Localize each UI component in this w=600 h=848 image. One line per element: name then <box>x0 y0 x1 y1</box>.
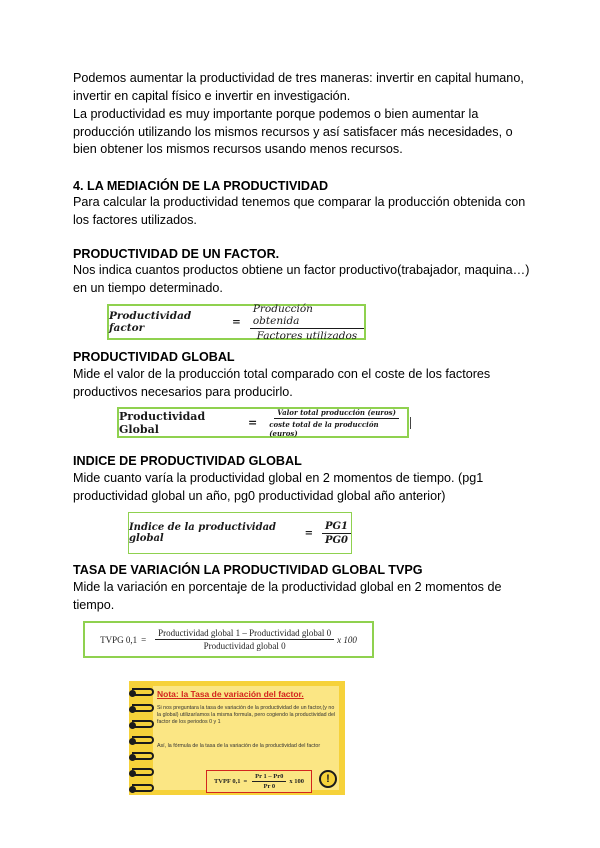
formula-equals: = <box>232 316 241 328</box>
formula-indice-global <box>128 512 352 554</box>
formula-numerator: Pr 1 – Pr0 <box>252 773 286 782</box>
note-text-1: Si nos preguntara la tasa de variación de la productividad de un factor,(y no la global) utilizaríamos la misma formula, pero cogiendo la productividad del factor de los periodos 0 y 1 <box>157 705 336 725</box>
formula-bracket-mark <box>410 417 411 429</box>
formula-equals: = <box>141 634 147 645</box>
formula-lhs: Productividad Global <box>119 409 206 436</box>
note-text-2: Así, la fórmula de la tasa de la variación de la productividad del factor <box>157 743 321 749</box>
formula-denominator: Pr 0 <box>263 783 276 790</box>
formula-equals: = <box>248 416 258 429</box>
formula-numerator: Productividad global 1 – Productividad global 0 <box>155 628 334 640</box>
formula-denominator: Productividad global 0 <box>203 641 286 651</box>
warning-icon: ! <box>319 770 337 788</box>
note-formula-tvpf <box>206 770 312 793</box>
binder-ring-icon <box>132 704 154 712</box>
formula-productividad-global <box>117 407 409 438</box>
formula-lhs: TVPG 0,1 <box>100 634 138 645</box>
binder-ring-icon <box>132 720 154 728</box>
formula-numerator: PG1 <box>322 521 351 534</box>
binder-ring-icon <box>132 688 154 696</box>
formula-equals: = <box>304 527 313 539</box>
formula-multiplier: x 100 <box>337 634 357 645</box>
formula-numerator: Producción obtenida <box>250 303 364 329</box>
binder-ring-icon <box>132 752 154 760</box>
binder-ring-icon <box>132 736 154 744</box>
section-heading-global: PRODUCTIVIDAD GLOBAL <box>73 350 235 364</box>
note-title: Nota: la Tasa de variación del factor. <box>157 689 304 699</box>
binder-ring-icon <box>132 768 154 776</box>
formula-denominator: PG0 <box>324 534 348 546</box>
formula-tvpg <box>83 621 374 658</box>
paragraph-indice: Mide cuanto varía la productividad global en 2 momentos de tiempo. (pg1 productividad global un año, pg0 productividad global año anterior) <box>73 471 484 503</box>
paragraph-intro-2: La productividad es muy importante porque podemos o bien aumentar la producción utilizando los mismos recursos y así satisfacer más necesidades, o bien obtener los mismos recursos usando menos recursos. <box>73 107 513 156</box>
note-card <box>129 681 345 795</box>
paragraph-factor: Nos indica cuantos productos obtiene un factor productivo(trabajador, maquina…) en un tiempo determinado. <box>73 263 530 295</box>
section-heading-medicion: 4. LA MEDIACIÓN DE LA PRODUCTIVIDAD <box>73 179 329 193</box>
formula-denominator: coste total de la producción (euros) <box>269 419 379 438</box>
paragraph-medicion: Para calcular la productividad tenemos que comparar la producción obtenida con los factores utilizados. <box>73 195 526 227</box>
formula-lhs: Indice de la productividad global <box>129 522 277 544</box>
paragraph-global: Mide el valor de la producción total comparado con el coste de los factores productivos necesarios para producirlo. <box>73 367 491 399</box>
formula-equals: = <box>243 778 248 785</box>
binder-ring-icon <box>132 784 154 792</box>
formula-multiplier: x 100 <box>289 778 305 785</box>
section-heading-tasa: TASA DE VARIACIÓN LA PRODUCTIVIDAD GLOBAL TVPG <box>73 563 423 577</box>
paragraph-intro-1: Podemos aumentar la productividad de tres maneras: invertir en capital humano, invertir en capital físico e invertir en investigación. <box>73 71 524 103</box>
section-heading-indice: INDICE DE PRODUCTIVIDAD GLOBAL <box>73 454 302 468</box>
section-heading-factor: PRODUCTIVIDAD DE UN FACTOR. <box>73 247 280 261</box>
formula-denominator: Factores utilizados <box>256 329 358 342</box>
formula-lhs: Productividad factor <box>109 310 192 334</box>
paragraph-tasa: Mide la variación en porcentaje de la productividad global en 2 momentos de tiempo. <box>73 580 502 612</box>
formula-lhs: TVPF 0,1 <box>213 778 241 785</box>
formula-productividad-factor <box>107 304 366 340</box>
formula-numerator: Valor total producción (euros) <box>274 408 399 419</box>
